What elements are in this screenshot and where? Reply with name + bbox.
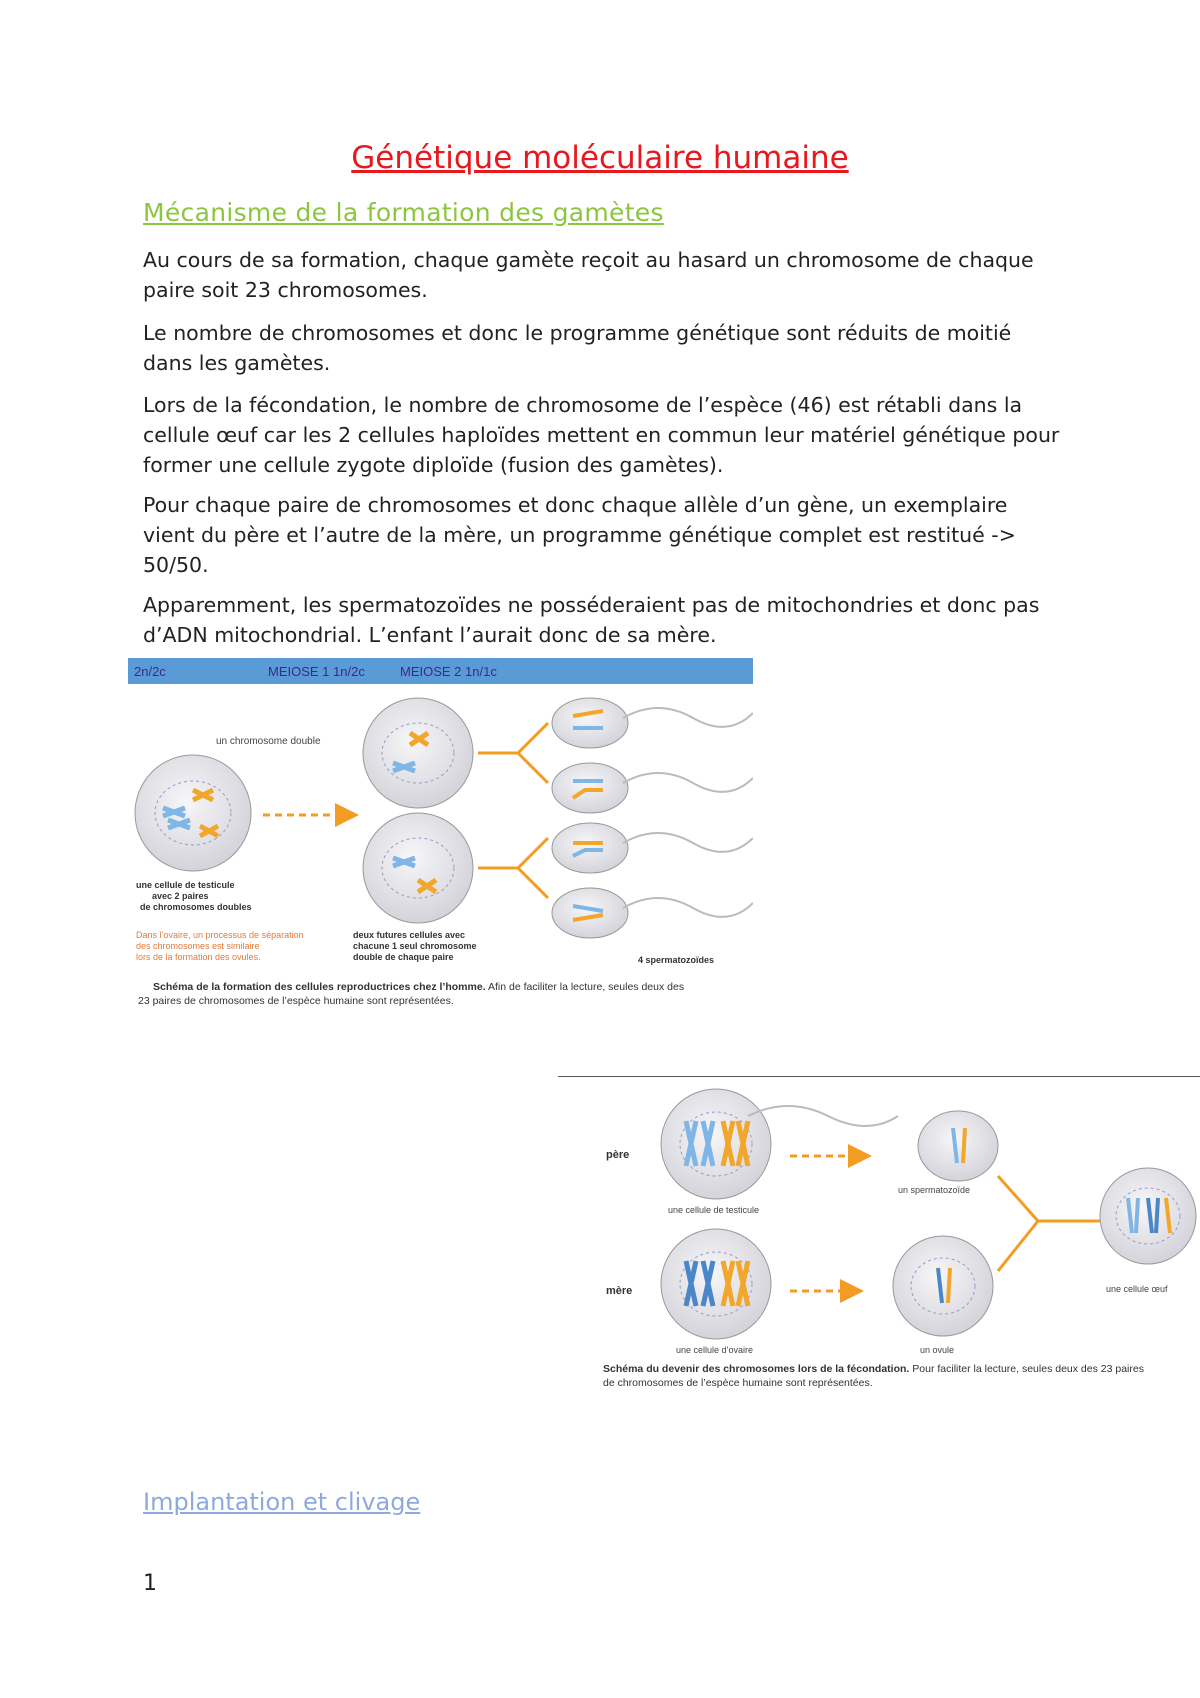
label-ovary-note-2: des chromosomes est similaire (136, 941, 260, 951)
father-testis-cell (661, 1089, 771, 1199)
section-heading-gametes: Mécanisme de la formation des gamètes (143, 198, 664, 227)
paragraph-1: Au cours de sa formation, chaque gamète reçoit au hasard un chromosome de chaque paire soit 23 chromosomes. (143, 248, 1034, 302)
header-label-2n2c: 2n/2c (134, 664, 166, 679)
label-ovary-note-3: lors de la formation des ovules. (136, 952, 261, 962)
label-egg: une cellule œuf (1106, 1284, 1168, 1294)
figure1-caption-bold: Schéma de la formation des cellules reproductrices chez l’homme. (153, 981, 486, 993)
figure1-caption-line1 (153, 981, 684, 993)
figure2-caption-line2: de chromosomes de l’espèce humaine sont représentées. (603, 1377, 873, 1389)
label-testis-cell: une cellule de testicule (668, 1205, 760, 1215)
label-ovule: un ovule (920, 1345, 955, 1355)
sperm-cells (552, 698, 753, 938)
figure2-caption-bold: Schéma du devenir des chromosomes lors de la fécondation. (603, 1363, 910, 1375)
figure2-caption-rest: Pour faciliter la lecture, seules deux des 23 paires (909, 1363, 1144, 1375)
label-future-cells-1: deux futures cellules avec (353, 930, 466, 940)
section-heading-implantation[interactable]: Implantation et clivage (143, 1488, 421, 1516)
testis-cell (135, 755, 251, 871)
ovule-cell (893, 1236, 993, 1336)
label-mother: mère (606, 1285, 633, 1297)
header-label-meiose2: MEIOSE 2 1n/1c (400, 664, 497, 679)
label-father: père (606, 1149, 630, 1161)
figure1-caption-rest: Afin de faciliter la lecture, seules deux des (485, 981, 685, 993)
label-testis-cell-2: avec 2 paires (152, 891, 209, 901)
paragraph-4: Pour chaque paire de chromosomes et donc chaque allèle d’un gène, un exemplaire vient du père et l’autre de la mère, un programme génétique complet est restitué -> 50/50. (143, 493, 1016, 577)
label-sperm: un spermatozoïde (898, 1185, 971, 1195)
fertilization-figure (558, 1076, 1200, 1396)
label-chromosome-double: un chromosome double (216, 736, 321, 747)
label-ovary-note-1: Dans l’ovaire, un processus de séparation (136, 930, 304, 940)
paragraph-2: Le nombre de chromosomes et donc le programme génétique sont réduits de moitié dans les gamètes. (143, 321, 1012, 375)
egg-cell (1100, 1168, 1196, 1264)
page-number: 1 (143, 1571, 157, 1596)
meiosis1-cells (363, 698, 473, 923)
page-title: Génétique moléculaire humaine (351, 140, 849, 176)
figure1-caption-line2: 23 paires de chromosomes de l’espèce humaine sont représentées. (138, 995, 454, 1007)
label-testis-cell-1: une cellule de testicule (136, 880, 235, 890)
meiosis-figure (128, 658, 753, 1018)
mother-ovary-cell (661, 1229, 771, 1339)
label-ovary-cell: une cellule d’ovaire (676, 1345, 754, 1355)
label-future-cells-2: chacune 1 seul chromosome (353, 941, 477, 951)
paragraph-3: Lors de la fécondation, le nombre de chromosome de l’espèce (46) est rétabli dans la cellule œuf car les 2 cellules haploïdes mettent en commun leur matériel génétique pour former une cellule zygote diploïde (fusion des gamètes). (143, 393, 1060, 477)
paragraph-5: Apparemment, les spermatozoïdes ne posséderaient pas de mitochondries et donc pas d’ADN mitochondrial. L’enfant l’aurait donc de sa mère. (143, 593, 1040, 647)
header-label-meiose1: MEIOSE 1 1n/2c (268, 664, 365, 679)
label-testis-cell-3: de chromosomes doubles (140, 902, 252, 912)
label-4-sperm: 4 spermatozoïdes (638, 955, 715, 965)
sperm-cell (918, 1111, 998, 1181)
label-future-cells-3: double de chaque paire (353, 952, 454, 962)
figure2-caption-line1 (603, 1363, 1144, 1375)
